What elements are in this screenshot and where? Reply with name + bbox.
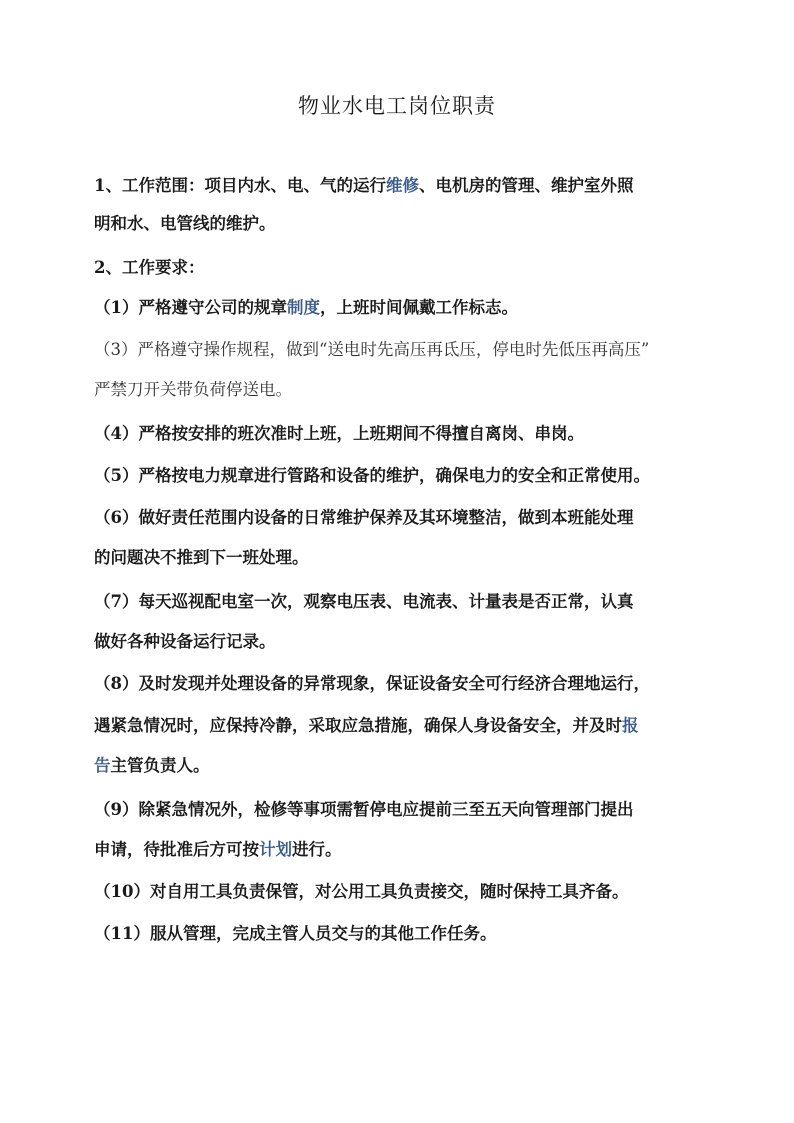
paragraph-5 bbox=[94, 414, 714, 454]
paragraph-12 bbox=[94, 914, 714, 954]
paragraph-11 bbox=[94, 872, 714, 912]
text: 2、工作要求： bbox=[94, 258, 205, 277]
text: 做好各种设备运行记录。 bbox=[94, 632, 276, 651]
text: （5）严格按电力规章进行管路和设备的维护，确保电力的安全和正常使用。 bbox=[94, 466, 650, 485]
text: （3）严格遵守操作规程，做到“送电时先高压再氐压，停电时先低压再高压” bbox=[94, 340, 650, 359]
link-zhidu[interactable]: 制度 bbox=[286, 298, 320, 317]
text: （1）严格遵守公司的规章 bbox=[94, 298, 287, 317]
text: 严禁刀开关带负荷停送电。 bbox=[94, 380, 292, 399]
text: 申请，待批准后方可按 bbox=[94, 840, 259, 859]
text: （10）对自用工具负责保管，对公用工具负责接交，随时保持工具齐备。 bbox=[94, 882, 629, 901]
paragraph-6 bbox=[94, 456, 714, 496]
link-gao[interactable]: 告 bbox=[94, 756, 111, 775]
text: 明和水、电管线的维护。 bbox=[94, 214, 276, 233]
paragraph-10-line-1 bbox=[94, 790, 714, 830]
link-bao[interactable]: 报 bbox=[622, 716, 639, 735]
text: （8）及时发现并处理设备的异常现象，保证设备安全可行经济合理地运行， bbox=[94, 674, 650, 693]
text: （7）每天巡视配电室一次，观察电压表、电流表、计量表是否正常，认真 bbox=[94, 592, 634, 611]
paragraph-4-line-1 bbox=[94, 330, 714, 370]
link-jihua[interactable]: 计划 bbox=[259, 840, 292, 859]
text: 主管负责人。 bbox=[110, 756, 210, 775]
text: （9）除紧急情况外，检修等事项需暂停电应提前三至五天向管理部门提出 bbox=[94, 800, 634, 819]
paragraph-1-line-1 bbox=[94, 166, 714, 206]
text: ，上班时间佩戴工作标志。 bbox=[319, 298, 518, 317]
paragraph-10-line-2 bbox=[94, 830, 714, 870]
text: 的问题决不推到下一班处理。 bbox=[94, 548, 309, 567]
text: （11）服从管理，完成主管人员交与的其他工作任务。 bbox=[94, 924, 497, 943]
paragraph-9-line-3 bbox=[94, 746, 714, 786]
text: 进行。 bbox=[292, 840, 342, 859]
text: （4）严格按安排的班次准时上班，上班期间不得擅自离岗、串岗。 bbox=[94, 424, 584, 443]
paragraph-8-line-1 bbox=[94, 582, 714, 622]
paragraph-2 bbox=[94, 248, 714, 288]
paragraph-3 bbox=[94, 288, 714, 328]
paragraph-7-line-1 bbox=[94, 498, 714, 538]
document-title: 物业水电工岗位职责 bbox=[298, 94, 496, 118]
paragraph-9-line-1 bbox=[94, 664, 714, 704]
paragraph-1-line-2 bbox=[94, 204, 714, 244]
paragraph-8-line-2 bbox=[94, 622, 714, 662]
text: 、电机房的管理、维护室外照 bbox=[418, 176, 634, 195]
text: 1、工作范围：项目内水、电、气的运行 bbox=[94, 176, 386, 195]
text: （6）做好责任范围内设备的日常维护保养及其环境整洁，做到本班能处理 bbox=[94, 508, 634, 527]
text: 遇紧急情况时，应保持冷静，采取应急措施，确保人身设备安全，并及时 bbox=[94, 716, 622, 735]
paragraph-4-line-2 bbox=[94, 370, 714, 410]
link-weixiu[interactable]: 维修 bbox=[385, 176, 419, 195]
paragraph-9-line-2 bbox=[94, 706, 714, 746]
paragraph-7-line-2 bbox=[94, 538, 714, 578]
